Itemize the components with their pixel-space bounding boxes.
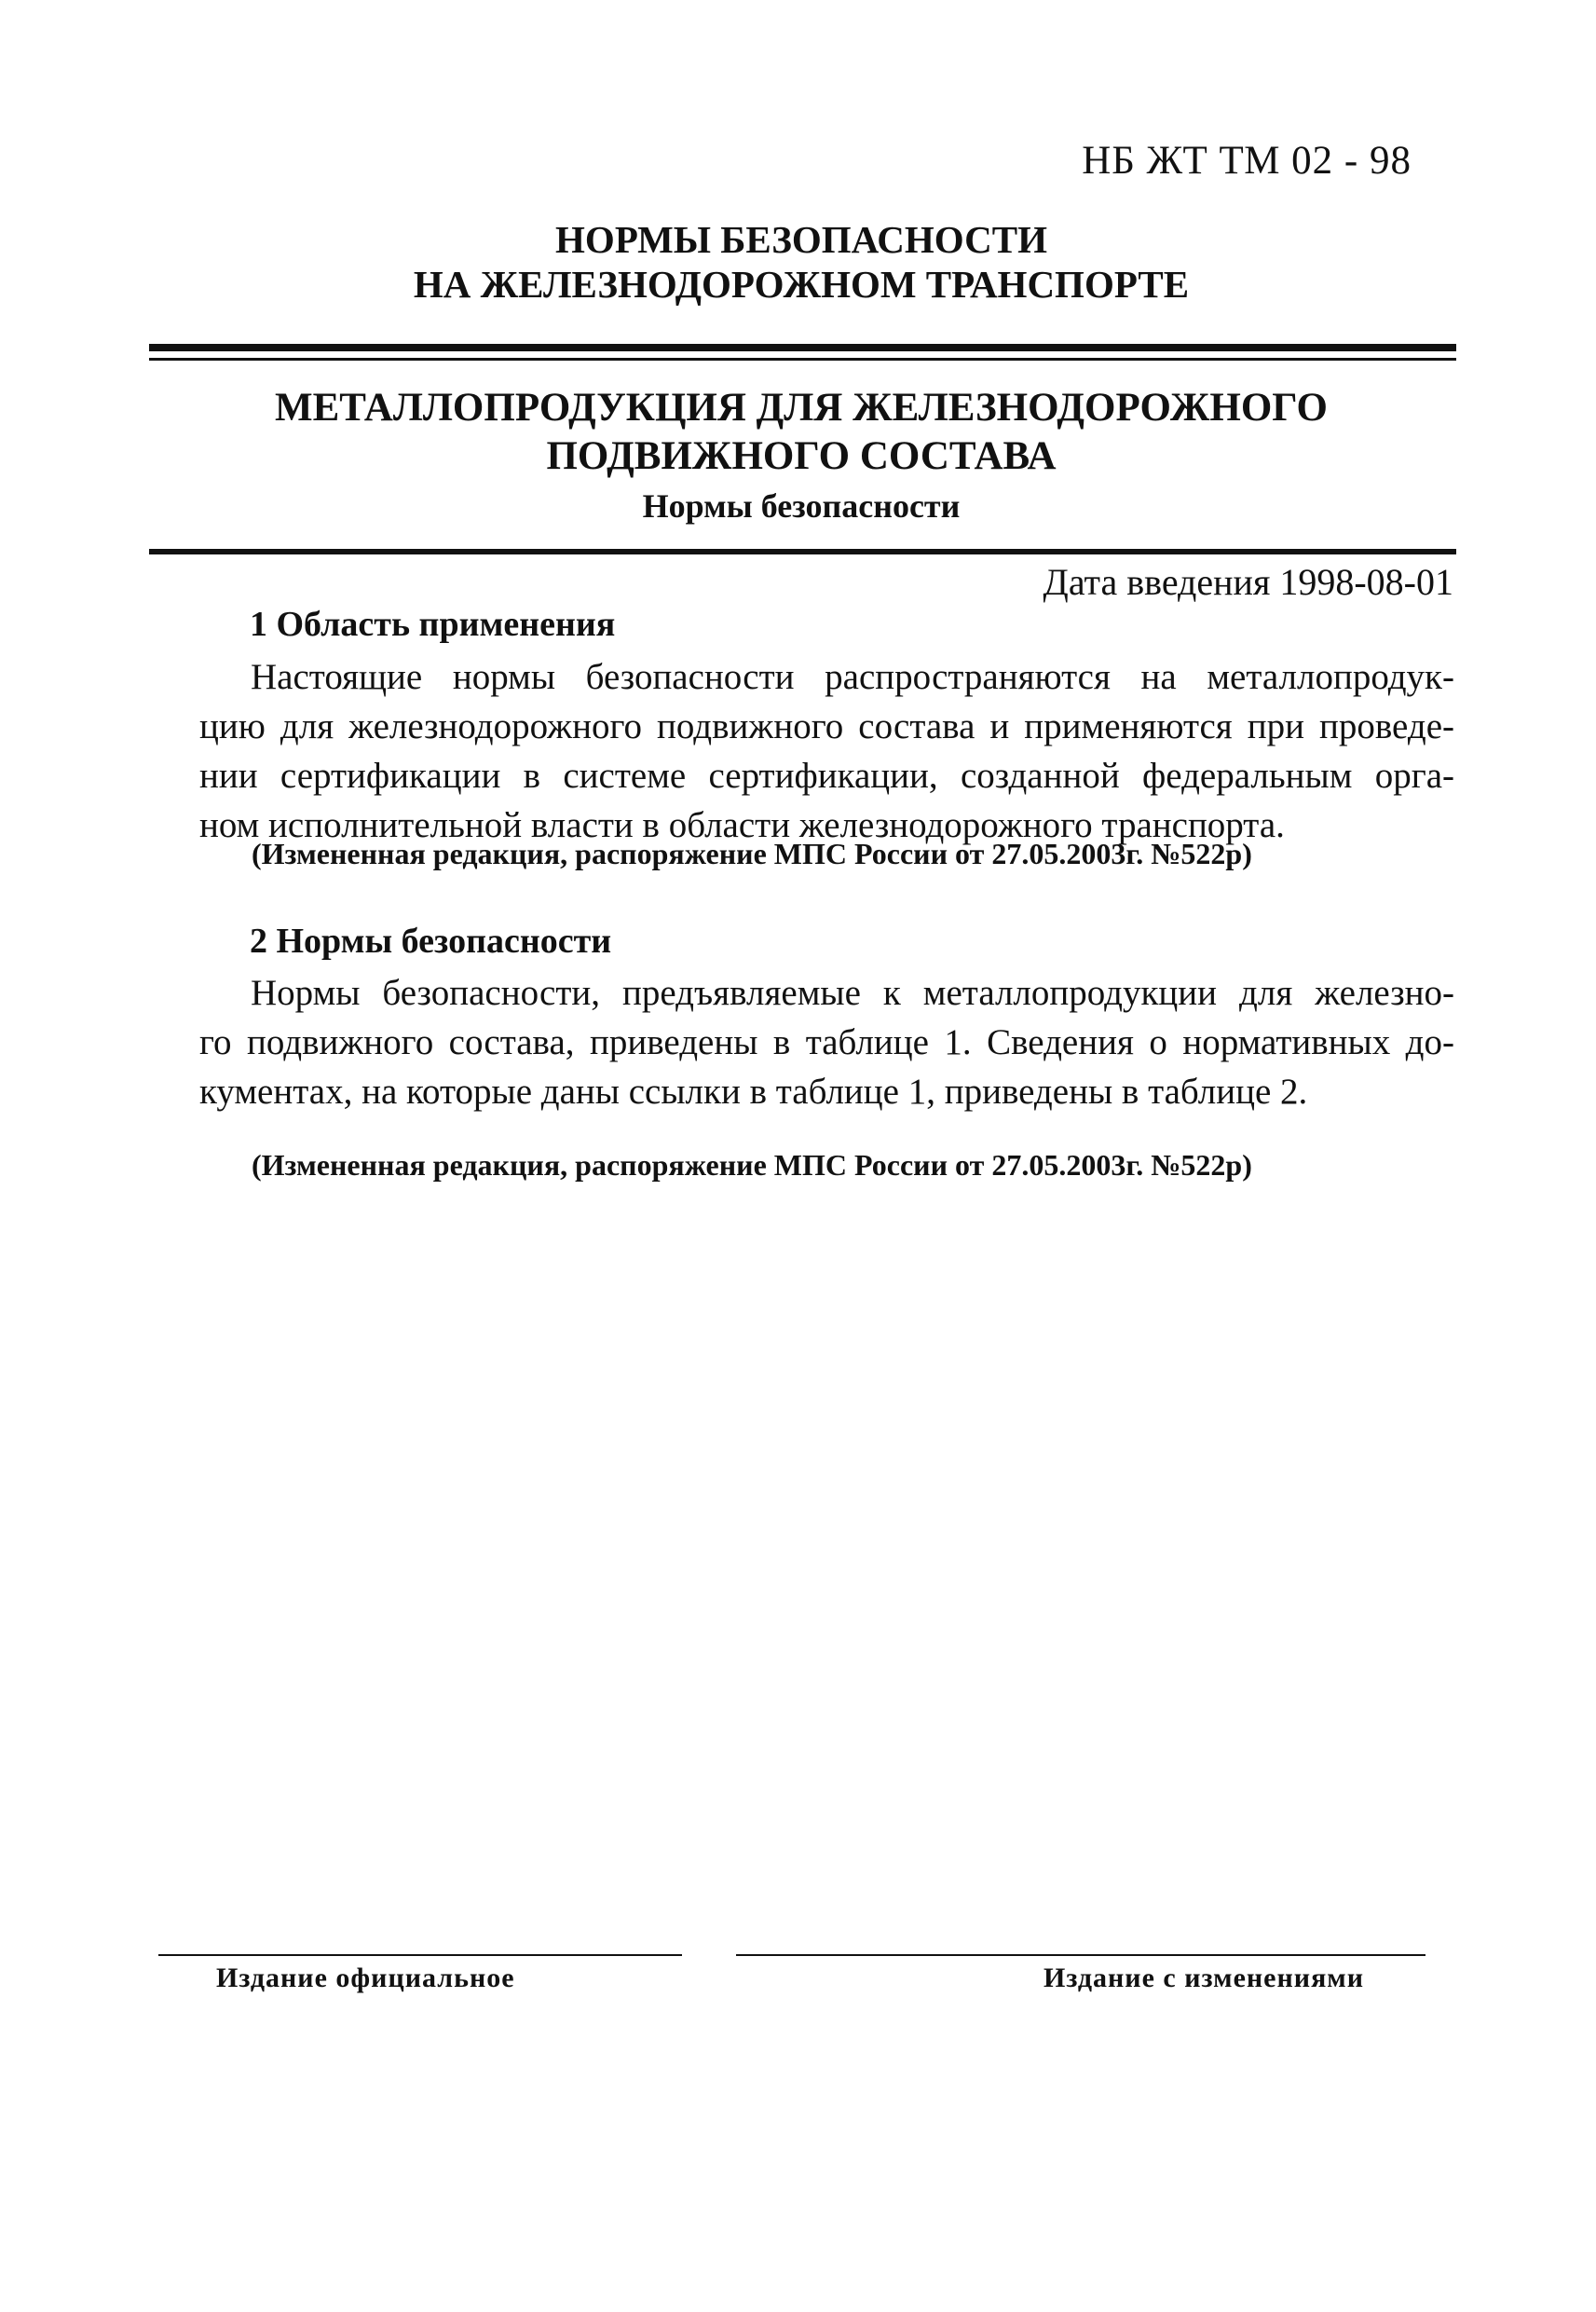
paragraph-line: ном исполнительной власти в области железнодорожного транспорта. [199,805,1285,845]
standard-header-line: НОРМЫ БЕЗОПАСНОСТИ [555,218,1047,261]
standard-header-line: НА ЖЕЛЕЗНОДОРОЖНОМ ТРАНСПОРТЕ [413,263,1190,306]
section-1-heading: 1 Область применения [250,605,616,644]
paragraph-line: Нормы безопасности, предъявляемые к металлопродукции для железно- [251,973,1454,1013]
footer-amended-edition: Издание с изменениями [1044,1963,1365,1993]
paragraph-line: нии сертификации в системе сертификации, созданной федеральным орга- [199,756,1454,796]
document-title-line: ПОДВИЖНОГО СОСТАВА [546,434,1057,478]
document-title [149,384,1453,531]
section-2-paragraph [199,968,1454,1116]
footer-rule-right [736,1954,1425,1956]
paragraph-line: Настоящие нормы безопасности распространяются на металлопродук- [251,657,1454,697]
paragraph-line: кументах, на которые даны ссылки в таблице 1, приведены в таблице 2. [199,1072,1308,1112]
paragraph-line: го подвижного состава, приведены в таблице 1. Сведения о нормативных до- [199,1022,1454,1062]
paragraph-line: цию для железнодорожного подвижного состава и применяются при проведе- [199,706,1454,746]
amendment-note: (Измененная редакция, распоряжение МПС России от 27.05.2003г. №522р) [252,1148,1252,1182]
document-title-line: МЕТАЛЛОПРОДУКЦИЯ ДЛЯ ЖЕЛЕЗНОДОРОЖНОГО [274,386,1328,430]
document-subtitle: Нормы безопасности [642,487,961,525]
standard-header [149,217,1453,307]
section-2-heading: 2 Нормы безопасности [250,922,612,961]
document-code: НБ ЖТ ТМ 02 - 98 [1082,139,1412,183]
title-divider [149,549,1456,554]
header-divider-thick [149,344,1456,351]
footer-rule-left [158,1954,682,1956]
introduction-date: Дата введения 1998-08-01 [1043,561,1453,603]
amendment-note: (Измененная редакция, распоряжение МПС России от 27.05.2003г. №522р) [252,837,1252,870]
header-divider-thin [149,358,1456,361]
footer-official-edition: Издание официальное [216,1963,515,1993]
section-1-paragraph [199,652,1454,850]
